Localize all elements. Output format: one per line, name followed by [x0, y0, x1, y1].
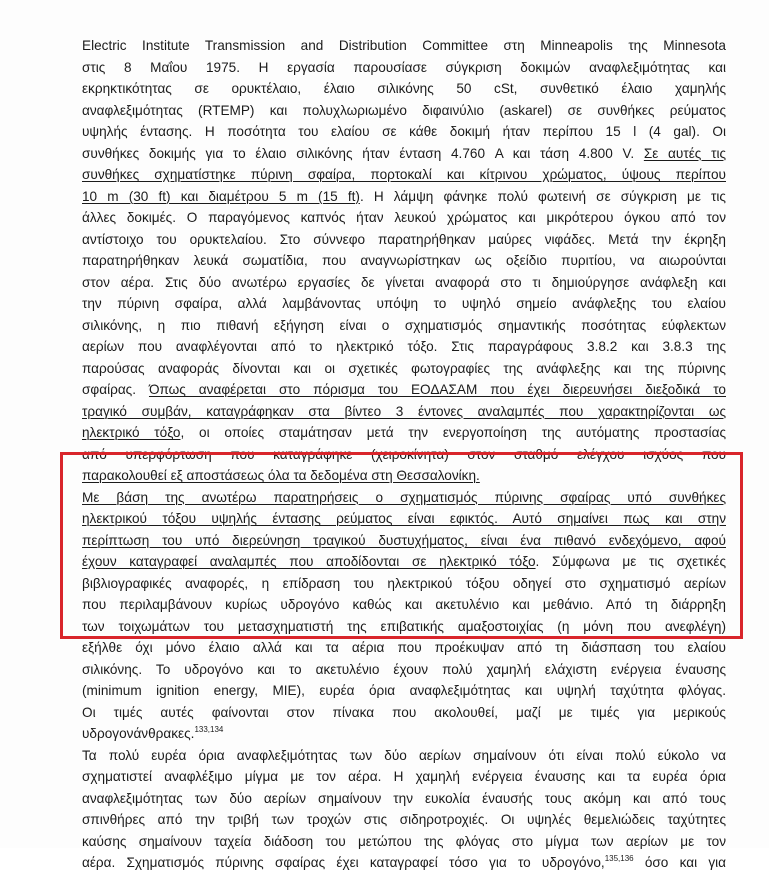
- text-run: σιλικόνης, η πιο πιθανή εξήγηση είναι ο σχηματισμός σημαντικής ποσότητας εύφλεκτων: [82, 317, 726, 333]
- text-line: [82, 358, 726, 380]
- underlined-text: συνθήκες σχηματίστηκε πύρινη σφαίρα, πορτοκαλί και κίτρινου χρώματος, ύψους περίπου: [82, 167, 726, 182]
- text-run: συνθήκες δοκιμής για το έλαιο σιλικόνης ήταν ένταση 4.760 A και τάση 4.800 V.: [82, 145, 644, 161]
- footnote-ref: 133,134: [194, 725, 224, 734]
- underlined-text: τραγικό συμβάν, καταγράφηκαν στα βίντεο 3 έντονες αναλαμπές που χαρακτηρίζονται ως: [82, 403, 726, 419]
- text-line: [82, 143, 726, 165]
- text-line: [82, 702, 726, 724]
- text-run: υδρογονάνθρακες.: [82, 726, 195, 741]
- text-run: αναφλεξιμότητας (RTEMP) και πολυχλωριωμένο διφαινύλιο (askarel) σε συνθήκες ρεύματος: [82, 102, 726, 118]
- text-run: αναφλεξιμότητας των δύο αερίων σημαίνουν την ευκολία έναυσής τους ακόμη και από τους: [82, 790, 726, 806]
- text-line: [82, 229, 726, 251]
- text-run: καύσης σημαίνουν ταχεία διάδοση του μετώπου της φλόγας στο μίγμα των αερίων με τον: [82, 833, 726, 849]
- document-body: [82, 35, 726, 874]
- text-line: [82, 465, 726, 487]
- text-run: παρούσας αναφοράς δίνονται και οι σχετικές φωτογραφίες της ανάφλεξης και της πύρινης: [82, 360, 726, 376]
- text-line: [82, 315, 726, 337]
- text-run: . Σύμφωνα με τις σχετικές: [535, 554, 726, 569]
- text-line: [82, 379, 726, 401]
- text-run: την πύρινη σφαίρα, αλλά λαμβάνοντας υπόψη το υψηλό σημείο ανάφλεξης του ελαίου: [82, 296, 726, 311]
- text-run: (minimum ignition energy, MIE), ευρέα όρια αναφλεξιμότητας και υψηλή ταχύτητα φλόγας.: [82, 683, 726, 698]
- underlined-text: 10 m (30 ft) και διαμέτρου 5 m (15 ft): [82, 188, 360, 204]
- text-line: [82, 852, 726, 874]
- text-run: στον αέρα. Στις δύο ανωτέρω εργασίες δε γίνεται αναφορά στο τι δημιούργησε ανάφλεξη και: [82, 274, 726, 290]
- text-run: άλλες δοκιμές. Ο παραγόμενος καπνός ήταν λευκού χρώματος και μικρότερου όγκου από τον: [82, 210, 726, 225]
- text-line: [82, 637, 726, 659]
- text-run: των τοιχωμάτων του μετασχηματιστή της επιβατικής αμαξοστοιχίας (η μόνη που ανεφλέγη): [82, 618, 726, 634]
- text-line: [82, 809, 726, 831]
- text-line: [82, 401, 726, 423]
- text-line: [82, 422, 726, 444]
- text-line: [82, 207, 726, 229]
- text-line: [82, 530, 726, 552]
- text-run: εξήλθε όχι μόνο έλαιο αλλά και τα αέρια που προέκυψαν από τη διάσπαση του ελαίου: [82, 640, 726, 655]
- underlined-text: περίπτωση του υπό διερεύνηση τραγικού δυστυχήματος, είναι ένα πιθανό ενδεχόμενο, αφού: [82, 532, 726, 548]
- text-line: [82, 573, 726, 595]
- text-line: [82, 186, 726, 208]
- footnote-ref: 135,136: [604, 854, 634, 863]
- text-line: [82, 121, 726, 143]
- text-run: παρατηρήθηκαν λευκά σωματίδια, που αναγνωρίστηκαν ως οξείδιο πυριτίου, να αιωρούνται: [82, 253, 726, 268]
- underlined-text: ηλεκτρικό τόξο: [82, 425, 181, 440]
- underlined-text: Με βάση της ανωτέρω παρατηρήσεις ο σχηματισμός πύρινης σφαίρας υπό συνθήκες: [82, 489, 726, 505]
- text-run: Οι τιμές αυτές φαίνονται στον πίνακα που ακολουθεί, μαζί με τιμές για μερικούς: [82, 704, 726, 720]
- text-line: [82, 766, 726, 788]
- text-run: από υπερφόρτωση που καταγράφηκε (χειροκίνητα) στον σταθμό ελέγχου ισχύος που: [82, 446, 726, 462]
- text-run: Τα πολύ ευρέα όρια αναφλεξιμότητας των δύο αερίων σημαίνουν ότι είναι πολύ εύκολο να: [82, 747, 726, 763]
- text-line: [82, 444, 726, 466]
- text-run: αντίστοιχο του ορυκτελαίου. Στο σύννεφο παρατηρήθηκαν μαύρες νιφάδες. Μετά την έκρηξη: [82, 231, 726, 247]
- underlined-text: Όπως αναφέρεται στο πόρισμα του ΕΟΔΑΣΑΜ που έχει διερευνήσει διεξοδικά το: [148, 382, 726, 397]
- text-line: [82, 293, 726, 315]
- text-line: [82, 594, 726, 616]
- text-line: [82, 551, 726, 573]
- text-line: [82, 250, 726, 272]
- text-run: όσο και για: [633, 855, 726, 870]
- text-run: σιλικόνης. Το υδρογόνο και το ακετυλένιο έχουν πολύ χαμηλή ελάχιστη ενέργεια έναυσης: [82, 661, 726, 677]
- text-run: που περιλαμβάνουν κυρίως υδρογόνο καθώς και ακετυλένιο και μεθάνιο. Από τη διάρρηξη: [82, 597, 726, 612]
- text-line: [82, 680, 726, 702]
- text-run: . Η λάμψη φάνηκε πολύ φωτεινή σε σύγκριση με τις: [359, 188, 726, 204]
- text-run: στις 8 Μαΐου 1975. Η εργασία παρουσίασε σύγκριση δοκιμών αναφλεξιμότητας και: [82, 59, 726, 75]
- text-line: [82, 487, 726, 509]
- underlined-text: Σε αυτές τις: [643, 145, 727, 161]
- text-run: σφαίρας.: [82, 382, 149, 397]
- text-line: [82, 745, 726, 767]
- text-run: εκρηκτικότητας σε ορυκτέλαιο, έλαιο σιλικόνης 50 cSt, συνθετικό έλαιο χαμηλής: [82, 81, 726, 96]
- underlined-text: ηλεκτρικού τόξου υψηλής έντασης ρεύματος είναι εφικτός. Αυτό σημαίνει πως και στην: [82, 511, 726, 526]
- text-line: [82, 723, 726, 745]
- text-line: [82, 831, 726, 853]
- underlined-text: έχουν καταγραφεί αναλαμπές που αποδίδονται σε ηλεκτρικό τόξο: [82, 554, 536, 569]
- text-line: [82, 164, 726, 186]
- text-run: υψηλής έντασης. Η ποσότητα του ελαίου σε κάθε δοκιμή ήταν περίπου 15 l (4 gal). Οι: [82, 124, 726, 139]
- text-run: αέρα. Σχηματισμός πύρινης σφαίρας έχει καταγραφεί τόσο για το υδρογόνο,: [82, 855, 605, 870]
- text-line: [82, 272, 726, 294]
- text-line: [82, 78, 726, 100]
- text-run: αερίων που αναφλέγονται από το ηλεκτρικό τόξο. Στις παραγράφους 3.8.2 και 3.8.3 της: [82, 339, 726, 354]
- text-run: σχηματιστεί αναφλέξιμο μίγμα με τον αέρα. Η χαμηλή ενέργεια έναυσης και τα ευρέα όρια: [82, 769, 726, 784]
- text-run: βιβλιογραφικές αναφορές, η επίδραση του ηλεκτρικού τόξου οδηγεί στο σχηματισμό αερίων: [82, 575, 726, 591]
- text-run: Electric Institute Transmission and Distribution Committee στη Minneapolis της Minnesota: [82, 38, 726, 53]
- text-line: [82, 35, 726, 57]
- text-line: [82, 659, 726, 681]
- underlined-text: παρακολουθεί εξ αποστάσεως όλα τα δεδομένα στη Θεσσαλονίκη.: [82, 468, 480, 483]
- text-line: [82, 788, 726, 810]
- text-run: , οι οποίες σταμάτησαν μετά την ενεργοποίηση της αυτόματης προστασίας: [180, 425, 726, 440]
- text-line: [82, 57, 726, 79]
- text-line: [82, 616, 726, 638]
- text-line: [82, 336, 726, 358]
- text-line: [82, 100, 726, 122]
- text-run: σπινθήρες από την τριβή των τροχών στις σιδηροτροχιές. Οι υψηλές θεμελιώδεις ταχύτητες: [82, 812, 726, 827]
- text-line: [82, 508, 726, 530]
